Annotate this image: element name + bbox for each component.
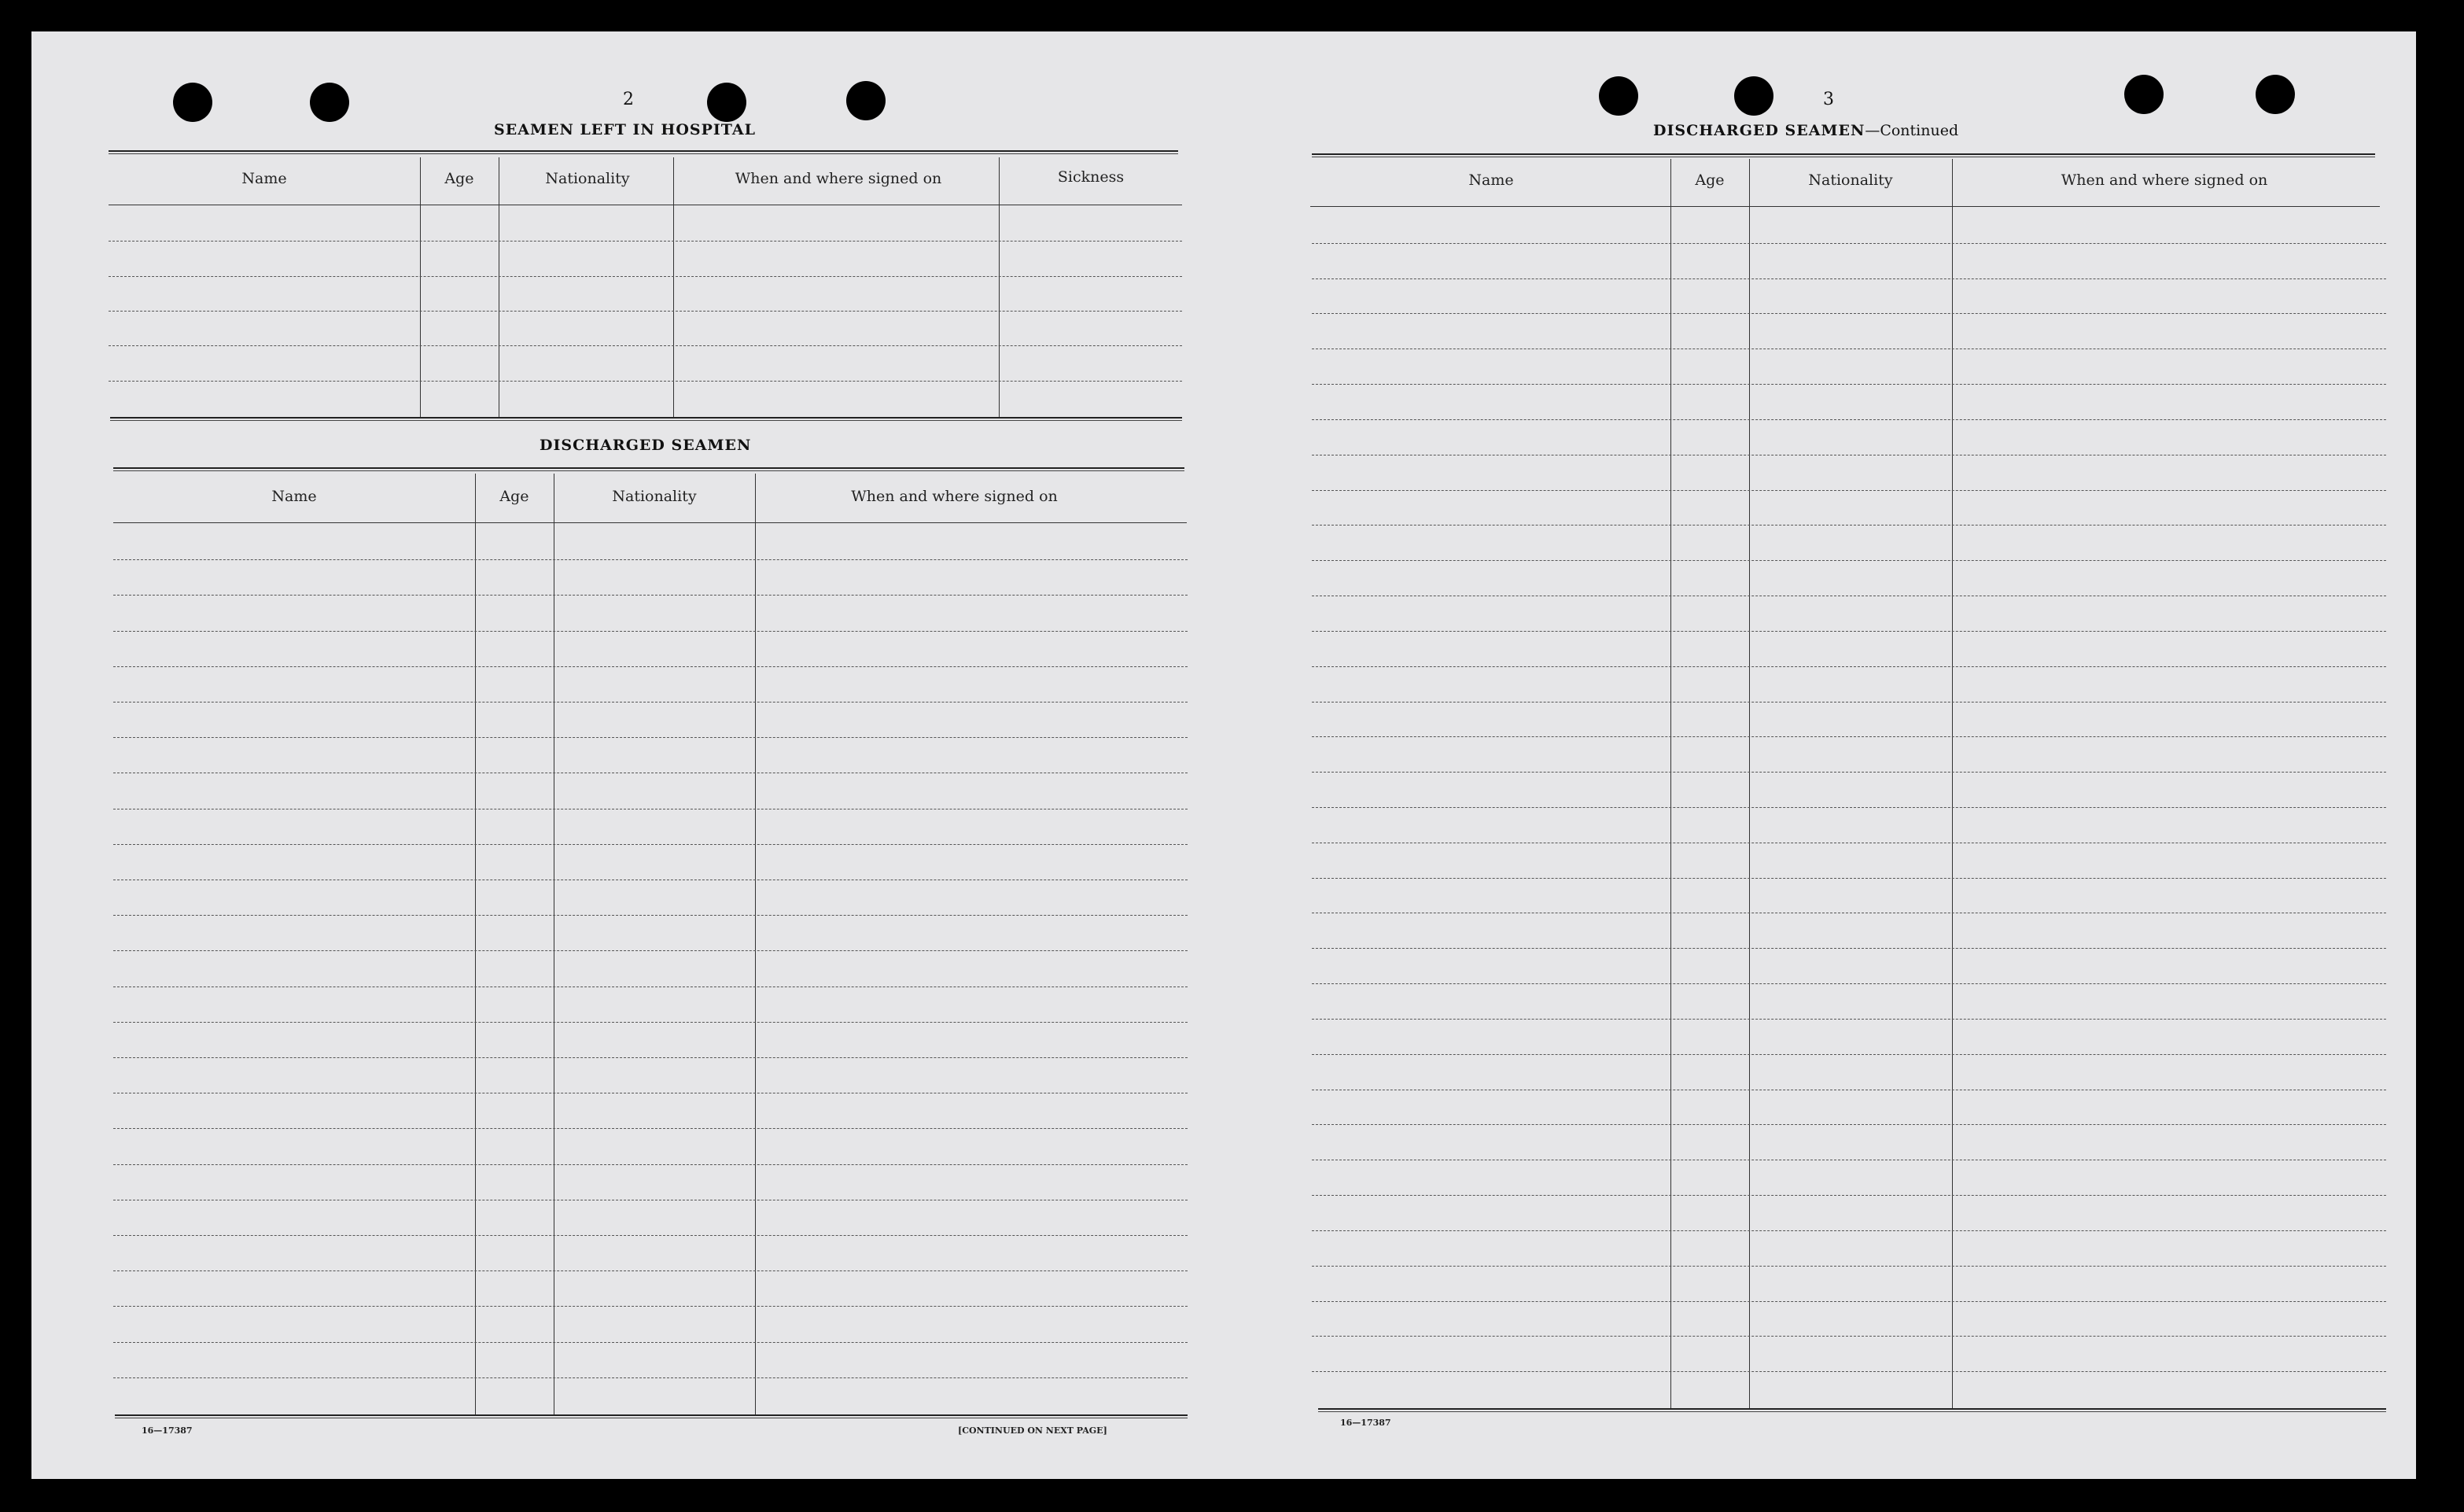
hospital-col-divider: [673, 157, 674, 417]
blank-row-line: [1312, 1195, 2386, 1196]
hospital-col-divider: [999, 157, 1000, 417]
discharged-col-divider: [475, 474, 476, 1416]
blank-row-line: [1312, 807, 2386, 808]
blank-row-line: [113, 1306, 1188, 1307]
blank-row-line: [1312, 948, 2386, 949]
blank-row-line: [1312, 772, 2386, 773]
blank-row-line: [1312, 1266, 2386, 1267]
right-form-number: 16—17387: [1340, 1418, 1391, 1428]
discharged-header-rule: [113, 522, 1187, 523]
hospital-table-top-rule: [109, 150, 1178, 154]
right-col-age: Age: [1695, 171, 1725, 189]
discharged-col-signed-on: When and where signed on: [851, 488, 1058, 505]
discharged-col-age: Age: [499, 488, 529, 505]
punch-hole: [707, 83, 746, 122]
blank-row-line: [1312, 1230, 2386, 1231]
blank-row-line: [113, 559, 1188, 560]
blank-row-line: [113, 1342, 1188, 1343]
blank-row-line: [1312, 1336, 2386, 1337]
blank-row-line: [1312, 1019, 2386, 1020]
hospital-col-sickness: Sickness: [1057, 168, 1125, 186]
blank-row-line: [113, 1270, 1188, 1271]
blank-row-line: [1312, 384, 2386, 385]
blank-row-line: [113, 1022, 1188, 1023]
hospital-table-title: SEAMEN LEFT IN HOSPITAL: [494, 121, 756, 138]
blank-row-line: [109, 381, 1182, 382]
right-col-divider: [1749, 159, 1750, 1410]
blank-row-line: [113, 844, 1188, 845]
left-page-number: 2: [623, 90, 634, 109]
blank-row-line: [113, 1377, 1188, 1378]
right-col-nationality: Nationality: [1808, 171, 1893, 189]
blank-row-line: [1312, 1124, 2386, 1125]
hospital-table-bottom-rule: [110, 417, 1182, 421]
punch-hole: [1599, 76, 1638, 116]
blank-row-line: [113, 915, 1188, 916]
right-table-top-rule: [1312, 153, 2375, 157]
discharged-table-bottom-rule: [115, 1414, 1188, 1418]
blank-row-line: [1312, 490, 2386, 491]
blank-row-line: [113, 631, 1188, 632]
discharged-col-nationality: Nationality: [612, 488, 697, 505]
continued-note: [CONTINUED ON NEXT PAGE]: [958, 1425, 1107, 1436]
blank-row-line: [1312, 736, 2386, 737]
blank-row-line: [1312, 419, 2386, 420]
hospital-col-divider: [420, 157, 421, 417]
punch-hole: [1734, 76, 1773, 116]
discharged-continued-title: [1653, 122, 1958, 139]
discharged-col-divider: [755, 474, 756, 1416]
blank-row-line: [1312, 243, 2386, 244]
document-page: [31, 31, 2416, 1479]
blank-row-line: [1312, 348, 2386, 349]
right-header-rule: [1310, 206, 2380, 207]
discharged-col-name: Name: [271, 488, 317, 505]
blank-row-line: [1312, 560, 2386, 561]
punch-hole: [310, 83, 349, 122]
blank-row-line: [113, 595, 1188, 596]
discharged-continued-title-main: DISCHARGED SEAMEN: [1653, 122, 1865, 139]
blank-row-line: [1312, 1301, 2386, 1302]
blank-row-line: [1312, 983, 2386, 984]
blank-row-line: [1312, 631, 2386, 632]
blank-row-line: [1312, 666, 2386, 667]
blank-row-line: [109, 276, 1182, 277]
punch-hole: [846, 81, 886, 120]
hospital-col-age: Age: [444, 170, 474, 187]
blank-row-line: [109, 345, 1182, 346]
blank-row-line: [1312, 702, 2386, 703]
punch-hole: [2256, 75, 2295, 114]
blank-row-line: [1312, 1371, 2386, 1372]
blank-row-line: [113, 1235, 1188, 1236]
blank-row-line: [1312, 278, 2386, 279]
punch-hole: [2124, 75, 2164, 114]
blank-row-line: [113, 950, 1188, 951]
right-col-signed-on: When and where signed on: [2061, 171, 2268, 189]
blank-row-line: [113, 737, 1188, 738]
blank-row-line: [1312, 313, 2386, 314]
blank-row-line: [1312, 878, 2386, 879]
hospital-col-nationality: Nationality: [545, 170, 630, 187]
blank-row-line: [113, 1164, 1188, 1165]
right-col-name: Name: [1468, 171, 1514, 189]
discharged-continued-suffix: —Continued: [1865, 122, 1959, 139]
blank-row-line: [1312, 1054, 2386, 1055]
blank-row-line: [109, 241, 1182, 242]
blank-row-line: [109, 311, 1182, 312]
right-page-number: 3: [1823, 90, 1834, 109]
blank-row-line: [1312, 525, 2386, 526]
blank-row-line: [113, 986, 1188, 987]
blank-row-line: [113, 702, 1188, 703]
left-form-number: 16—17387: [142, 1425, 193, 1436]
blank-row-line: [113, 1128, 1188, 1129]
right-table-bottom-rule: [1318, 1408, 2386, 1412]
punch-hole: [173, 83, 212, 122]
blank-row-line: [113, 1057, 1188, 1058]
right-col-divider: [1952, 159, 1953, 1410]
hospital-col-signed-on: When and where signed on: [735, 170, 942, 187]
blank-row-line: [113, 666, 1188, 667]
discharged-table-title: DISCHARGED SEAMEN: [540, 437, 752, 454]
discharged-table-top-rule: [113, 467, 1184, 471]
hospital-col-name: Name: [241, 170, 287, 187]
right-col-divider: [1670, 159, 1671, 1410]
